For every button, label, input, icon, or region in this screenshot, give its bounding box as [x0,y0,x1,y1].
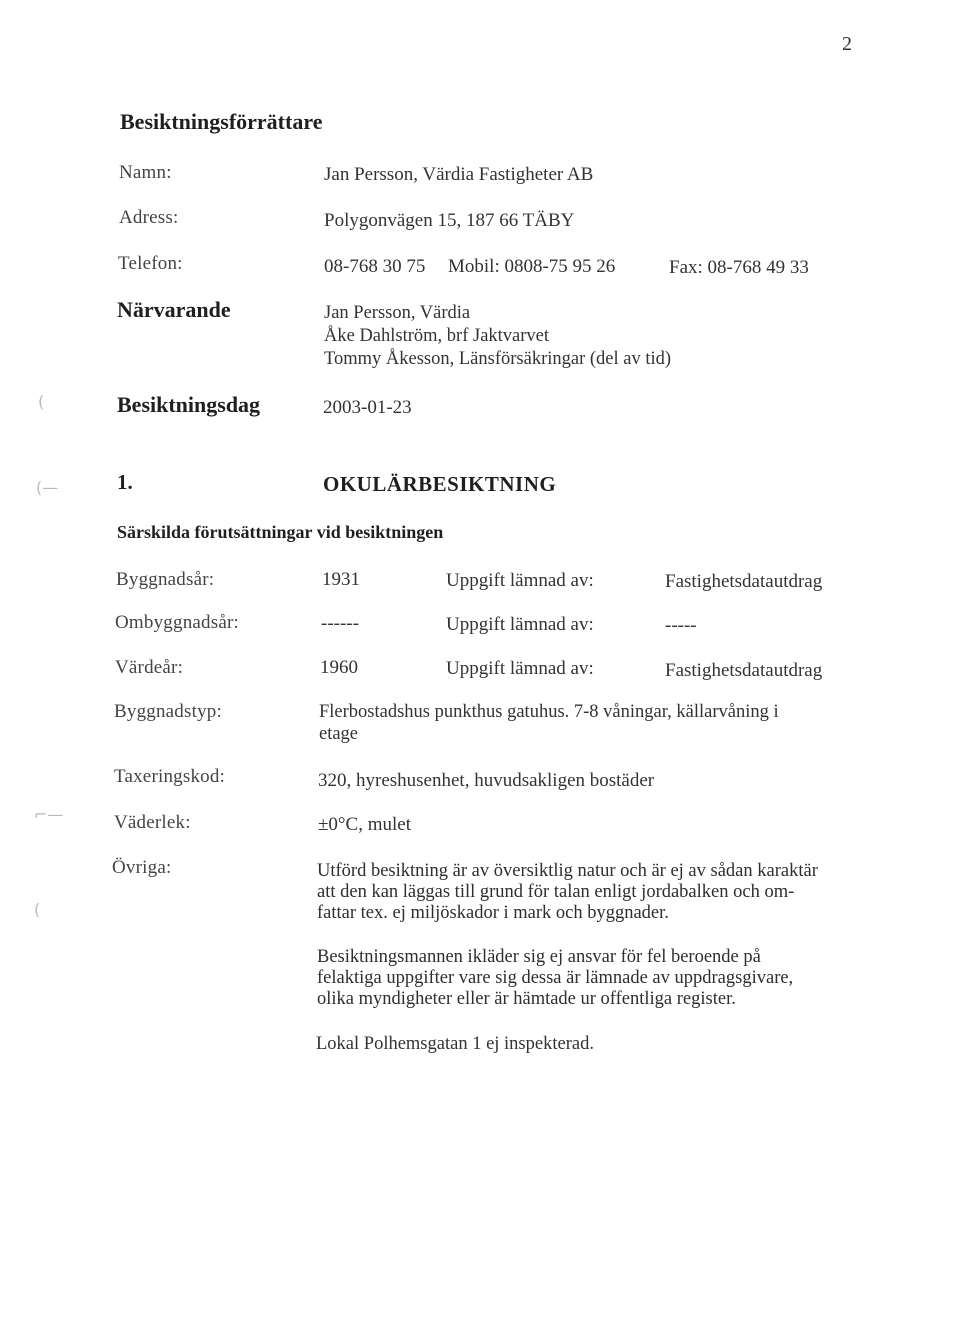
rebuild-year-value: ------ [321,613,359,634]
value-year-source-label: Uppgift lämnad av: [446,658,594,679]
build-year-label: Byggnadsår: [116,569,215,590]
present-person: Jan Persson, Värdia [324,303,471,323]
fax-value: Fax: 08-768 49 33 [669,257,809,278]
section-title: OKULÄRBESIKTNING [323,472,557,496]
other-line: felaktiga uppgifter vare sig dessa är lämnade av uppdragsgivare, [317,968,794,988]
other-line: fattar tex. ej miljöskador i mark och byggnader. [317,903,669,923]
other-paragraph-3: Lokal Polhemsgatan 1 ej inspekterad. [316,1034,594,1054]
other-line: olika myndigheter eller är hämtade ur offentliga register. [317,989,736,1009]
phone-label: Telefon: [118,253,183,274]
other-line: att den kan läggas till grund för talan enligt jordabalken och om- [317,882,795,902]
name-value: Jan Persson, Värdia Fastigheter AB [324,164,594,185]
value-year-value: 1960 [320,657,358,678]
value-year-source-value: Fastighetsdatautdrag [665,660,823,681]
other-label: Övriga: [112,857,172,878]
build-year-source-label: Uppgift lämnad av: [446,570,594,591]
present-person: Åke Dahlström, brf Jaktvarvet [324,326,550,346]
margin-mark: (— [36,478,59,497]
mobile-value: Mobil: 0808-75 95 26 [448,256,616,277]
build-year-source-value: Fastighetsdatautdrag [665,571,823,592]
phone-value: 08-768 30 75 [324,256,426,277]
building-type-label: Byggnadstyp: [114,701,222,722]
inspector-heading: Besiktningsförrättare [120,109,323,134]
inspection-day-value: 2003-01-23 [323,397,412,418]
weather-label: Väderlek: [114,812,191,833]
tax-code-value: 320, hyreshusenhet, huvudsakligen bostäder [318,770,655,791]
margin-mark: ⌐— [34,805,64,824]
page-number: 2 [842,33,852,55]
margin-mark: ( [38,392,45,411]
building-type-line: etage [319,724,359,744]
inspection-day-label: Besiktningsdag [117,392,261,417]
address-value: Polygonvägen 15, 187 66 TÄBY [324,210,575,231]
tax-code-label: Taxeringskod: [114,766,226,787]
present-person: Tommy Åkesson, Länsförsäkringar (del av tid) [324,349,672,369]
rebuild-year-label: Ombyggnadsår: [115,612,239,633]
section-number: 1. [117,470,133,494]
margin-mark: ( [34,900,41,919]
rebuild-year-source-label: Uppgift lämnad av: [446,614,594,635]
address-label: Adress: [119,207,179,228]
other-paragraph-1 [317,861,877,924]
other-line: Besiktningsmannen ikläder sig ej ansvar för fel beroende på [317,947,761,967]
other-paragraph-2 [317,947,877,1010]
present-heading: Närvarande [117,297,231,322]
build-year-value: 1931 [322,569,360,590]
weather-value: ±0°C, mulet [318,814,411,835]
name-label: Namn: [119,162,172,183]
rebuild-year-source-value: ----- [665,615,697,636]
subheading: Särskilda förutsättningar vid besiktningen [117,522,444,542]
value-year-label: Värdeår: [115,657,184,678]
other-line: Utförd besiktning är av översiktlig natur och är ej av sådan karaktär [317,861,818,881]
building-type-line: Flerbostadshus punkthus gatuhus. 7-8 våningar, källarvåning i [319,702,779,722]
